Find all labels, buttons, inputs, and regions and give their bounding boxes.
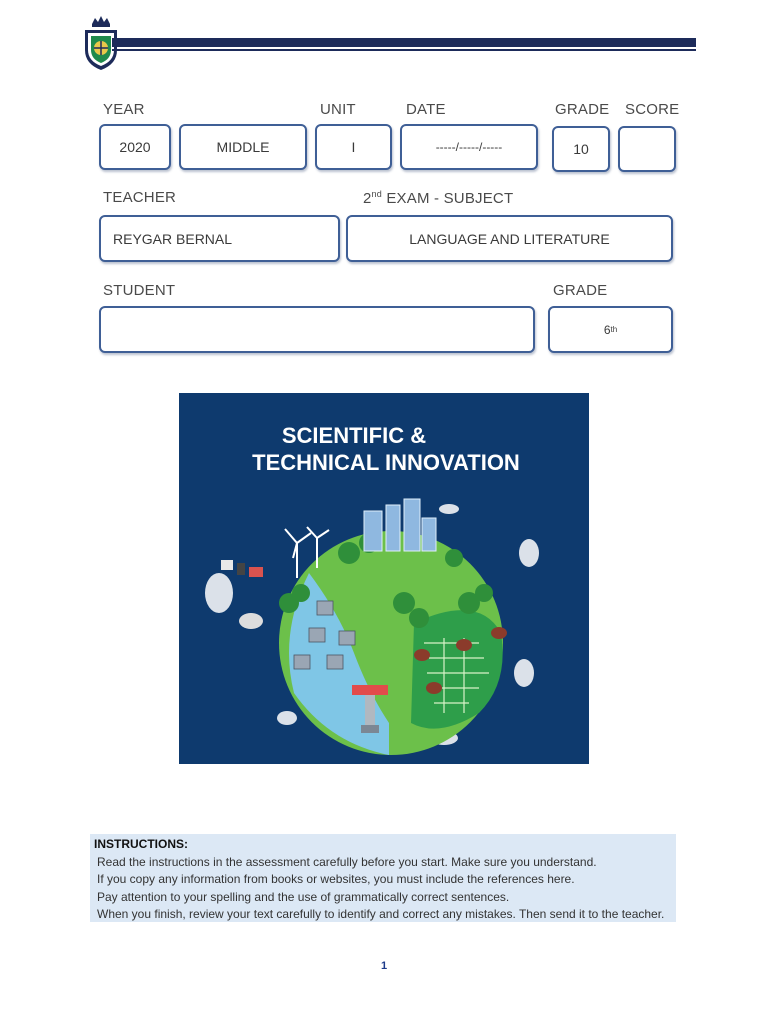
page-number: 1 <box>380 960 388 972</box>
header-rule-thick <box>112 38 696 47</box>
student-grade-label: GRADE <box>553 282 608 299</box>
grade-label: GRADE <box>555 101 610 118</box>
year-field[interactable]: 2020 <box>99 124 171 170</box>
year-label: YEAR <box>103 101 145 118</box>
student-field[interactable] <box>99 306 535 353</box>
teacher-field[interactable]: REYGAR BERNAL <box>99 215 340 262</box>
grade-field[interactable]: 10 <box>552 126 610 172</box>
student-grade-field[interactable]: 6 th <box>548 306 673 353</box>
instruction-line: If you copy any information from books or websites, you must include the references here. <box>97 872 575 886</box>
date-field[interactable]: -----/-----/----- <box>400 124 538 170</box>
date-label: DATE <box>406 101 446 118</box>
score-label: SCORE <box>625 101 680 118</box>
instruction-line: When you finish, review your text carefully to identify and correct any mistakes. Then send it to the teacher. <box>97 907 665 921</box>
instructions-panel <box>90 834 676 922</box>
instructions-title: INSTRUCTIONS: <box>94 837 188 851</box>
level-field[interactable]: MIDDLE <box>179 124 307 170</box>
scientific-innovation-illustration <box>179 393 589 764</box>
hero-title-line1: SCIENTIFIC & <box>281 423 427 448</box>
teacher-label: TEACHER <box>103 189 177 206</box>
instruction-line: Pay attention to your spelling and the use of grammatically correct sentences. <box>97 889 510 904</box>
unit-field[interactable]: I <box>315 124 392 170</box>
student-label: STUDENT <box>103 282 176 299</box>
hero-title-line2: TECHNICAL INNOVATION <box>252 450 520 475</box>
instruction-line: Read the instructions in the assessment carefully before you start. Make sure you understand. <box>97 854 597 869</box>
score-field[interactable] <box>618 126 676 172</box>
header-rule-thin <box>112 49 696 51</box>
exam-subject-label: 2nd EXAM - SUBJECT <box>363 189 514 207</box>
subject-field[interactable]: LANGUAGE AND LITERATURE <box>346 215 673 262</box>
unit-label: UNIT <box>320 101 356 118</box>
